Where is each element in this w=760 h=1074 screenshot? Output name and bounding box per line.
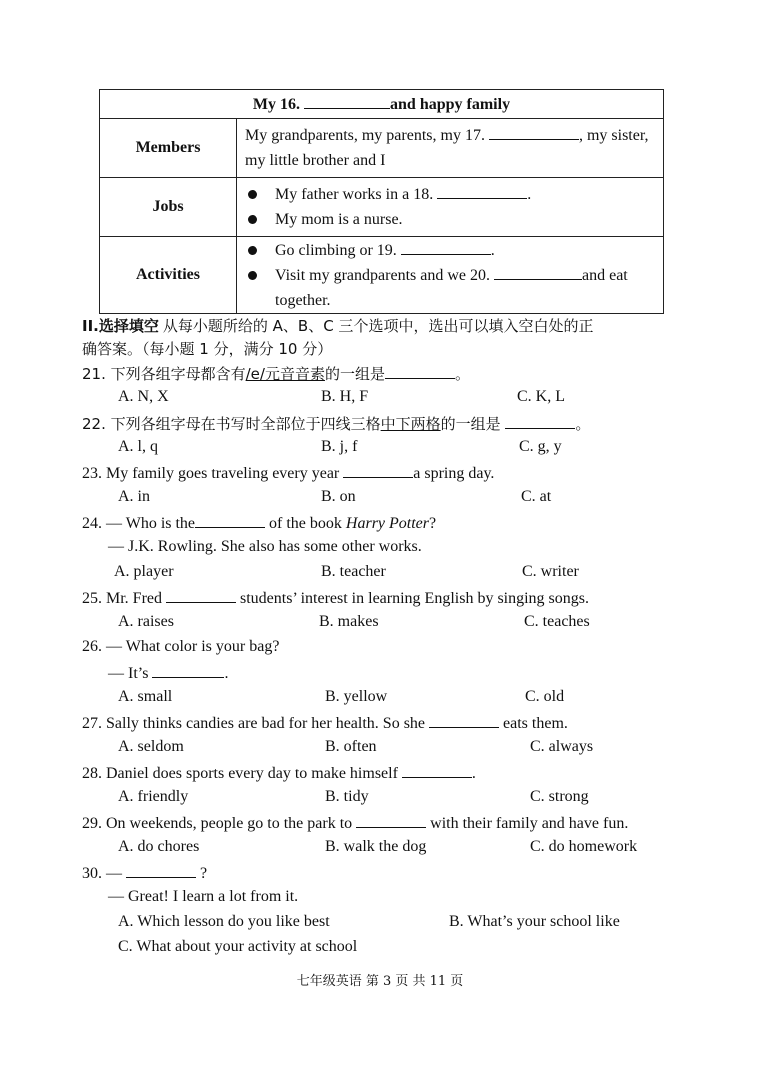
q21-text-1: 21. 下列各组字母都含有 [82,365,246,383]
q25-option-a[interactable]: A. raises [118,613,174,630]
q24-option-b[interactable]: B. teacher [321,563,386,580]
blank-28 [402,763,472,778]
q24-option-a[interactable]: A. player [114,563,174,580]
q29-text-2: with their family and have fun. [426,815,629,832]
q30-option-c[interactable]: C. What about your activity at school [118,938,358,955]
row-label-members: Members [100,119,237,178]
q23-option-b[interactable]: B. on [321,488,356,505]
q21-option-b[interactable]: B. H, F [321,388,369,405]
q27-text-1: 27. Sally thinks candies are bad for her health. So she [82,715,430,732]
q26-option-a[interactable]: A. small [118,688,173,705]
q24-text-2: of the book [265,515,346,532]
q27-option-b[interactable]: B. often [325,738,377,755]
question-28 [82,763,476,783]
page-footer: 七年级英语 第 3 页 共 11 页 [296,974,464,989]
blank-17 [489,125,579,140]
blank-24 [195,513,265,528]
section-instruction-2: 确答案。（每小题 1 分，满分 10 分） [82,340,333,358]
q22-text-2: 的一组是 [440,415,506,433]
q27-text-2: eats them. [499,715,568,732]
family-info-table [99,89,664,314]
blank-29 [356,813,426,828]
q22-underlined: 中下两格 [380,415,441,433]
q23-text-1: 23. My family goes traveling every year [82,465,344,482]
q25-option-b[interactable]: B. makes [319,613,379,630]
blank-22 [505,414,575,429]
members-cell [237,119,664,178]
activities-item-2 [245,263,655,313]
q22-option-a[interactable]: A. l, q [118,438,158,455]
q22-option-c[interactable]: C. g, y [519,438,562,455]
activities-item-1: Go climbing or 19. . [245,238,655,263]
q22-text-1: 22. 下列各组字母在书写时全部位于四线三格 [82,415,381,433]
q28-text-1: 28. Daniel does sports every day to make himself [82,765,402,782]
q21-option-c[interactable]: C. K, L [517,388,565,405]
q24-option-c[interactable]: C. writer [522,563,579,580]
q28-text-2: . [471,765,476,782]
section-title: II.选择填空 [82,317,159,335]
header-suffix: and happy family [390,96,511,113]
q25-option-c[interactable]: C. teaches [524,613,590,630]
q26-answer-end: . [224,665,229,682]
q21-text-2: 的一组是 [324,365,385,383]
q30-option-b[interactable]: B. What’s your school like [449,913,620,930]
jobs-item-1-text: My father works in a 18. [275,186,438,203]
jobs-cell [237,178,664,237]
blank-20 [494,265,582,280]
header-prefix: My 16. [252,96,305,113]
blank-23 [343,463,413,478]
blank-25 [166,588,236,603]
section-heading [82,315,593,336]
activities-cell [237,237,664,314]
q29-text-1: 29. On weekends, people go to the park to [82,815,357,832]
question-27 [82,713,568,733]
blank-21 [385,364,455,379]
q22-option-b[interactable]: B. j, f [321,438,358,455]
blank-16 [304,94,390,109]
q30-option-a[interactable]: A. Which lesson do you like best [118,913,330,930]
q24-text-3: ? [429,515,437,532]
q28-option-a[interactable]: A. friendly [118,788,189,805]
q27-option-a[interactable]: A. seldom [118,738,184,755]
blank-30 [126,863,196,878]
blank-26 [152,663,224,678]
q26-answer-line [108,663,228,683]
q28-option-b[interactable]: B. tidy [325,788,369,805]
question-30 [82,863,207,883]
activities-item-2-tail: and eat together. [275,266,628,309]
q29-option-c[interactable]: C. do homework [530,838,638,855]
activities-item-1-text: Go climbing or 19. [275,241,401,259]
q24-book-title: Harry Potter [345,515,430,532]
q30-answer-line: — Great! I learn a lot from it. [108,888,299,905]
q29-option-a[interactable]: A. do chores [118,838,200,855]
members-text-1: My grandparents, my parents, my 17. [245,127,489,144]
question-29 [82,813,628,833]
question-23 [82,463,494,483]
question-21: 21. 下列各组字母都含有/e/元音音素的一组是 。 [82,365,470,383]
q23-text-2: a spring day. [413,465,495,482]
q30-text-1: 30. — [82,865,126,882]
q25-text-1: 25. Mr. Fred [82,590,166,607]
question-26: 26. — What color is your bag? [82,638,280,655]
q26-option-b[interactable]: B. yellow [325,688,388,705]
activities-item-2-text: Visit my grandparents and we 20. [275,266,494,284]
table-header [100,90,664,119]
q26-answer-text: — It’s [108,665,153,682]
question-24 [82,513,436,533]
q24-answer-line: — J.K. Rowling. She also has some other works. [108,538,422,555]
q28-option-c[interactable]: C. strong [530,788,589,805]
jobs-item-1: My father works in a 18. . [245,182,655,207]
row-label-jobs: Jobs [100,178,237,237]
blank-27 [429,713,499,728]
row-label-activities: Activities [100,237,237,314]
question-25 [82,588,589,608]
q24-text-1: 24. — Who is the [82,515,196,532]
q23-option-a[interactable]: A. in [118,488,150,505]
question-22: 22. 下列各组字母在书写时全部位于四线三格中下两格的一组是 。 [82,415,591,433]
members-text-2: , my sister, my little brother and I [245,127,649,169]
q30-text-2: ? [196,865,208,882]
blank-18 [437,184,527,199]
section-instruction-1: 从每小题所给的 A、B、C 三个选项中，选出可以填入空白处的正 [162,317,594,335]
q29-option-b[interactable]: B. walk the dog [325,838,427,855]
q26-option-c[interactable]: C. old [525,688,565,705]
q25-text-2: students’ interest in learning English by singing songs. [236,590,590,607]
q21-option-a[interactable]: A. N, X [118,388,169,405]
q23-option-c[interactable]: C. at [521,488,552,505]
jobs-item-2: My mom is a nurse. [245,207,655,232]
q21-underlined: /e/元音音素 [245,365,325,383]
q27-option-c[interactable]: C. always [530,738,594,755]
blank-19 [401,240,491,255]
